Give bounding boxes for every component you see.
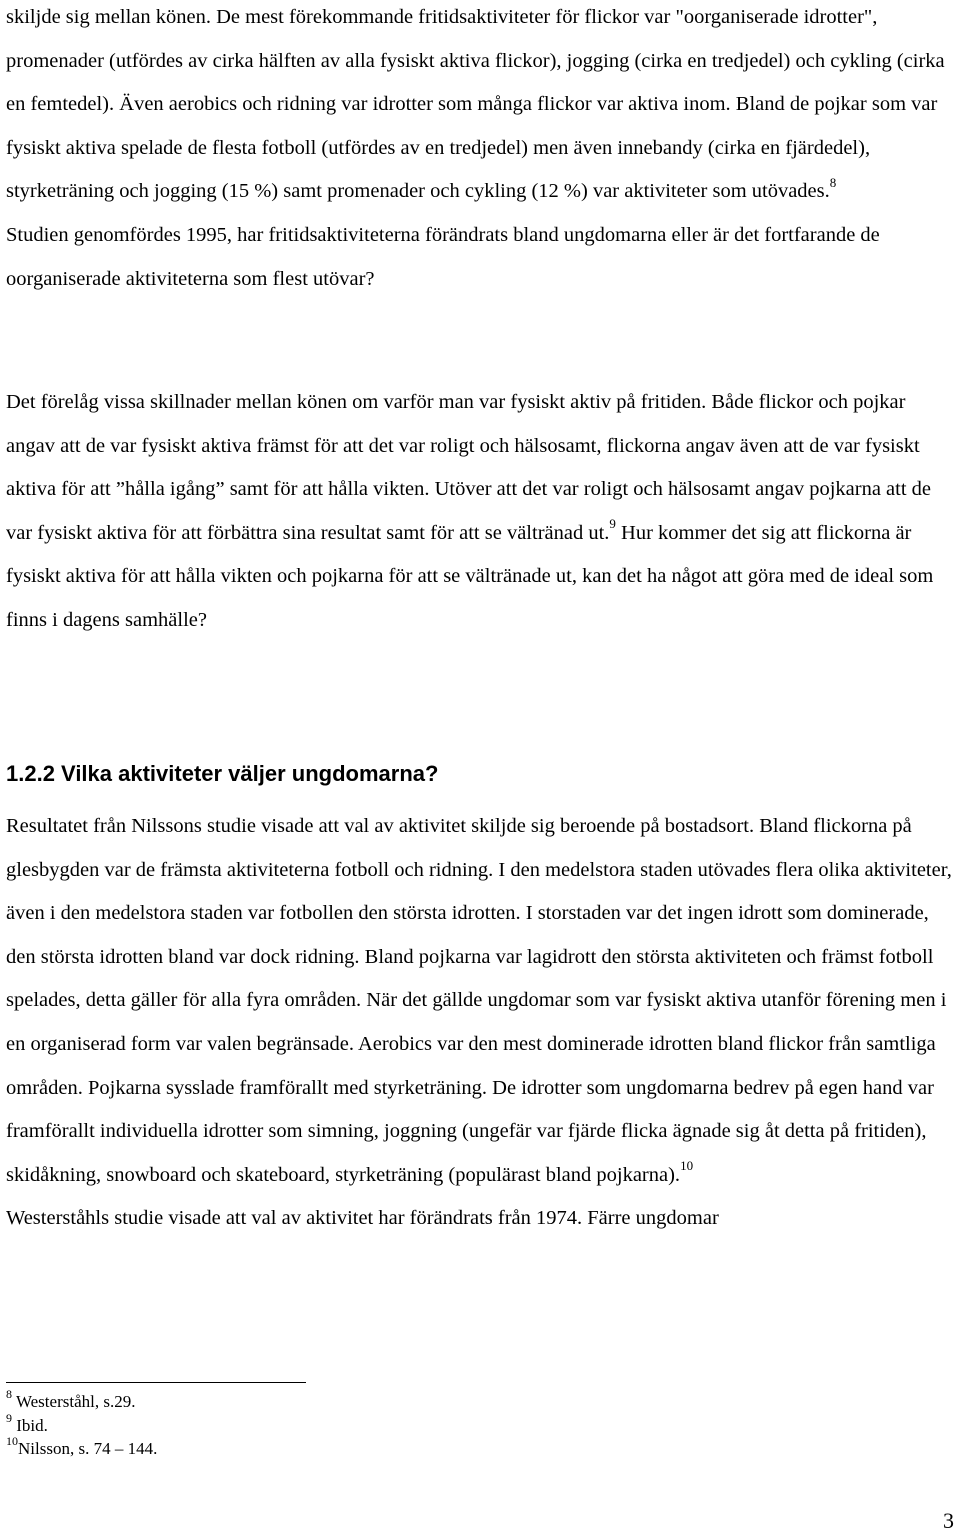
footnote-9 bbox=[6, 1410, 157, 1438]
footnote-number: 10 bbox=[6, 1434, 18, 1449]
footnote-divider bbox=[6, 1382, 306, 1383]
paragraph-motivation bbox=[6, 381, 954, 643]
footnote-number: 9 bbox=[6, 1410, 12, 1425]
footnote-text: Westerståhl, s.29. bbox=[15, 1392, 136, 1411]
page-number: 3 bbox=[943, 1508, 954, 1533]
footnote-10 bbox=[6, 1434, 158, 1461]
footnote-text: Nilsson, s. 74 – 144. bbox=[18, 1439, 158, 1458]
paragraph-text: Studien genomfördes 1995, har fritidsaktiviteterna förändrats bland ungdomarna eller är det fortfarande de oorganiserade aktiviteterna som flest utövar? bbox=[6, 223, 880, 290]
footnote-text: Ibid. bbox=[16, 1415, 48, 1435]
paragraph-text: Westerståhls studie visade att val av aktivitet har förändrats från 1974. Färre ungdomar bbox=[6, 1207, 719, 1230]
footnotes bbox=[6, 1387, 158, 1461]
footnote-ref-8[interactable]: 8 bbox=[829, 174, 837, 190]
footnote-ref-9[interactable]: 9 bbox=[609, 515, 616, 531]
paragraph-text: Resultatet från Nilssons studie visade att val av aktivitet skiljde sig beroende på bostadsort. Bland flickorna på glesbygden var de främsta aktiviteterna fotboll och ridning. I den medelstora staden utövades flera olika aktiviteter, även i den medelstora staden var fotbollen den största idrotten. I storstaden var det ingen idrott som dominerade, den största idrotten bland var dock ridning. Bland pojkarna var lagidrott den största aktiviteten och främst fotboll spelades, detta gäller för alla fyra områden. När det gällde ungdomar som var fysiskt aktiva utanför förening men i en organiserad form var valen begränsade. Aerobics var den mest dominerade idrotten bland flickor från samtliga områden. Pojkarna sysslade framförallt med styrketräning. De idrotter som ungdomarna bedrev på egen hand var framförallt individuella idrotter som simning, joggning (ungefär var fjärde flicka ägnade sig åt detta på fritiden), skidåkning, snowboard och skateboard, styrketräning (populärast bland pojkarna). bbox=[6, 815, 952, 1186]
footnote-number: 8 bbox=[6, 1387, 12, 1402]
paragraph-text: Hur kommer det sig att flickorna är fysiskt aktiva för att hålla vikten och pojkarna för att se vältränade ut, kan det ha något att göra med de ideal som finns i dagens samhälle? bbox=[6, 521, 934, 631]
section-heading: 1.2.2 Vilka aktiviteter väljer ungdomarna? bbox=[6, 761, 439, 786]
paragraph-residence-results bbox=[6, 805, 954, 1241]
paragraph-gender-activities bbox=[6, 0, 954, 301]
footnote-ref-10[interactable]: 10 bbox=[680, 1157, 694, 1173]
paragraph-text: Det förelåg vissa skillnader mellan könen om varför man var fysiskt aktiv på fritiden. Både flickor och pojkar angav att de var fysiskt aktiva främst för att det var roligt och hälsosamt, flickorna angav även att de var fysiskt aktiva för att ”hålla igång” samt för att hålla vikten. Utöver att det var roligt och hälsosamt angav pojkarna att de var fysiskt aktiva för att förbättra sina resultat samt för att se vältränad ut. bbox=[6, 391, 932, 544]
footnote-8 bbox=[6, 1387, 157, 1414]
paragraph-text: skiljde sig mellan könen. De mest förekommande fritidsaktiviteter för flickor var "oorganiserade idrotter", promenader (utfördes av cirka hälften av alla fysiskt aktiva flickor), jogging (cirka en tredjedel) och cykling (cirka en femtedel). Även aerobics och ridning var idrotter som många flickor var aktiva inom. Bland de pojkar som var fysiskt aktiva spelade de flesta fotboll (utfördes av en tredjedel) men även innebandy (cirka en fjärdedel), styrketräning och jogging (15 %) samt promenader och cykling (12 %) var aktiviteter som utövades. bbox=[6, 6, 945, 203]
